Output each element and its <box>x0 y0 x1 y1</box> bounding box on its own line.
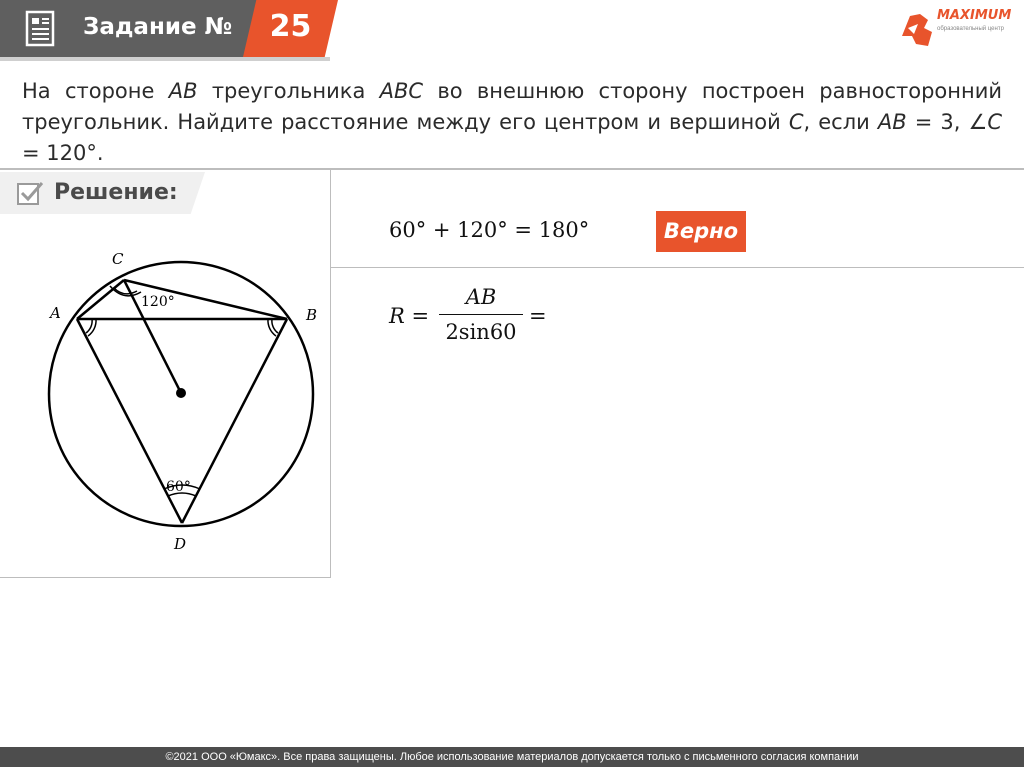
angle-d-label: 60° <box>166 479 191 495</box>
segment-ab: AB <box>877 110 907 134</box>
problem-text: На стороне <box>22 79 169 103</box>
center-point <box>176 388 186 398</box>
label-c: C <box>112 250 124 268</box>
logo-name: MAXIMUM <box>937 8 1012 23</box>
problem-statement <box>22 76 1002 169</box>
solution-title: Решение: <box>54 180 178 205</box>
formula-lhs: R = <box>389 304 430 328</box>
document-icon <box>24 10 58 48</box>
side-ac <box>77 280 124 319</box>
vertex-c: C <box>788 110 804 134</box>
divider <box>331 267 1024 268</box>
triangle-abc: ABC <box>379 79 424 103</box>
vertex-c: C <box>987 110 1003 134</box>
header-shadow <box>0 57 330 61</box>
formula-rhs: = <box>529 304 547 328</box>
formula-denominator: 2sin60 <box>445 320 517 344</box>
header <box>0 0 1024 60</box>
angle-a-arc <box>86 319 92 333</box>
problem-text: во внешнюю сторону построен равносторонний треугольник. Найдите расстояние между его центром и вершиной <box>22 79 1003 134</box>
checkbox-icon <box>16 180 44 208</box>
label-b: B <box>306 306 318 324</box>
segment-ab: AB <box>168 79 198 103</box>
problem-text: , если <box>803 110 878 134</box>
logo-subtitle: образовательный центр <box>937 26 1004 32</box>
label-d: D <box>174 535 187 553</box>
problem-text: треугольника <box>197 79 380 103</box>
problem-text: = 3, ∠ <box>906 110 988 134</box>
task-title: Задание № <box>83 14 233 40</box>
problem-text: = 120°. <box>22 141 104 165</box>
angle-b-arc <box>272 319 278 333</box>
fraction-bar <box>439 314 523 315</box>
status-badge: Верно <box>656 211 746 252</box>
angle-c-label: 120° <box>141 294 175 310</box>
formula-numerator: AB <box>465 285 497 309</box>
formula-fraction <box>439 282 523 347</box>
footer: ©2021 ООО «Юмакс». Все права защищены. Любое использование материалов допускается только с письменного согласия компании <box>0 747 1024 767</box>
task-number: 25 <box>269 9 312 44</box>
geometry-diagram <box>40 240 330 560</box>
side-bd <box>182 319 287 523</box>
label-a: A <box>50 304 61 322</box>
angle-sum-equation: 60° + 120° = 180° <box>389 218 590 242</box>
